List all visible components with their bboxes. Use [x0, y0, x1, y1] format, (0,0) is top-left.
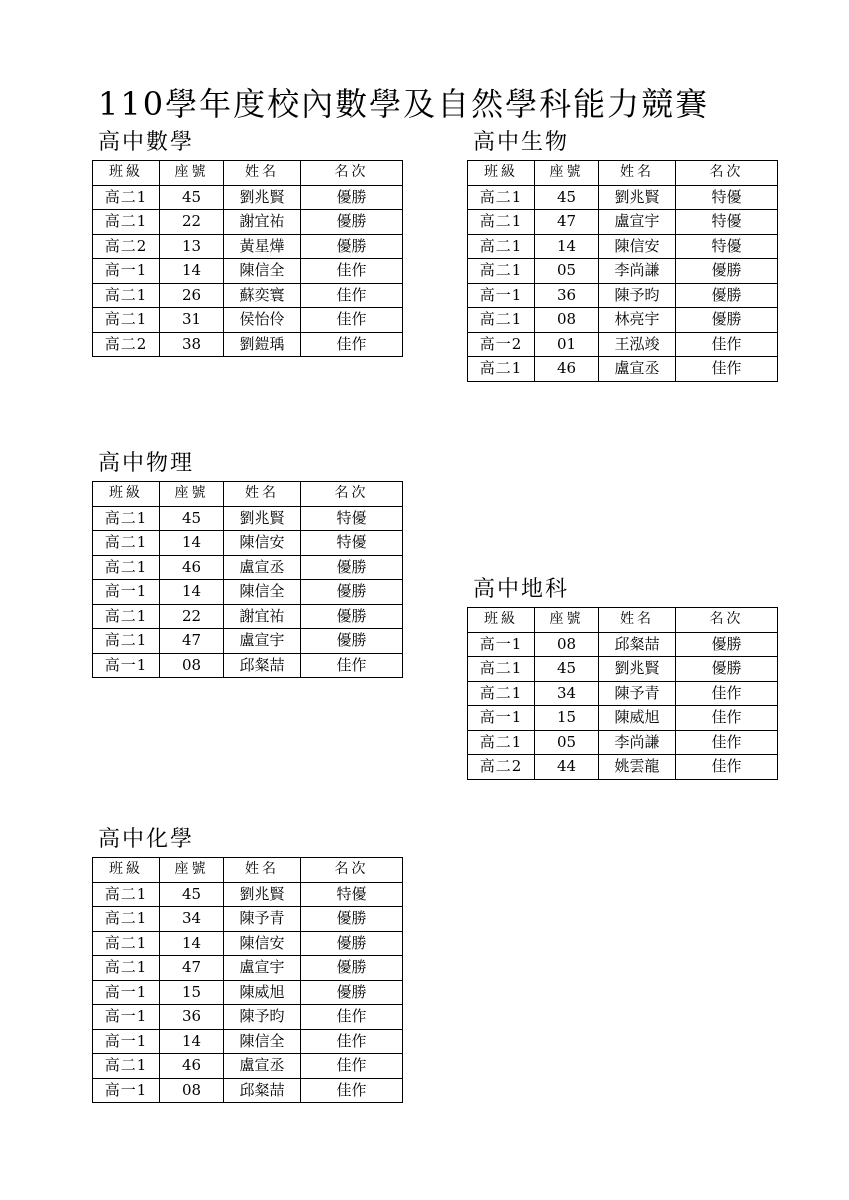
table-row	[93, 259, 403, 284]
cell-rank: 優勝	[301, 185, 403, 210]
cell-class: 高二1	[93, 956, 160, 981]
cell-class: 高二1	[93, 907, 160, 932]
cell-name: 陳予昀	[224, 1005, 301, 1030]
cell-seat: 14	[160, 259, 224, 284]
page-title: 110學年度校內數學及自然學科能力競賽	[98, 85, 710, 123]
cell-rank: 優勝	[301, 604, 403, 629]
table-row	[93, 185, 403, 210]
cell-name: 陳信安	[599, 234, 676, 259]
cell-seat: 44	[535, 755, 599, 780]
cell-rank: 佳作	[301, 653, 403, 678]
header-class: 班級	[93, 482, 160, 507]
table-row	[93, 1029, 403, 1054]
cell-rank: 佳作	[301, 308, 403, 333]
header-name: 姓名	[599, 608, 676, 633]
table-header-row	[93, 161, 403, 186]
cell-class: 高二1	[93, 308, 160, 333]
cell-class: 高二1	[93, 210, 160, 235]
cell-name: 劉兆賢	[224, 506, 301, 531]
cell-seat: 22	[160, 604, 224, 629]
cell-seat: 46	[160, 1054, 224, 1079]
table-header-row	[468, 608, 778, 633]
table-row	[93, 531, 403, 556]
cell-rank: 佳作	[676, 332, 778, 357]
cell-name: 王泓竣	[599, 332, 676, 357]
header-seat: 座號	[160, 482, 224, 507]
cell-class: 高二1	[93, 604, 160, 629]
cell-rank: 佳作	[676, 706, 778, 731]
cell-name: 邱粲喆	[224, 653, 301, 678]
cell-name: 謝宜祐	[224, 210, 301, 235]
section-title-math: 高中數學	[98, 130, 195, 155]
cell-class: 高二1	[468, 681, 535, 706]
cell-rank: 佳作	[676, 681, 778, 706]
table-row	[93, 931, 403, 956]
table-row	[93, 629, 403, 654]
cell-name: 蘇奕寰	[224, 283, 301, 308]
table-row	[93, 604, 403, 629]
cell-class: 高二2	[468, 755, 535, 780]
table-row	[93, 980, 403, 1005]
table-row	[468, 632, 778, 657]
cell-rank: 優勝	[676, 283, 778, 308]
cell-class: 高二1	[93, 931, 160, 956]
cell-seat: 14	[535, 234, 599, 259]
header-seat: 座號	[160, 161, 224, 186]
cell-name: 陳信全	[224, 580, 301, 605]
cell-name: 姚雲龍	[599, 755, 676, 780]
cell-class: 高二1	[93, 185, 160, 210]
cell-seat: 14	[160, 1029, 224, 1054]
table-header-row	[93, 482, 403, 507]
section-chemistry	[92, 827, 403, 1103]
cell-class: 高一1	[93, 259, 160, 284]
cell-name: 陳信全	[224, 259, 301, 284]
cell-name: 謝宜祐	[224, 604, 301, 629]
cell-class: 高二1	[468, 185, 535, 210]
cell-seat: 13	[160, 234, 224, 259]
cell-seat: 15	[535, 706, 599, 731]
cell-class: 高二1	[93, 506, 160, 531]
cell-name: 劉鎧瑀	[224, 332, 301, 357]
cell-rank: 優勝	[301, 931, 403, 956]
cell-class: 高一1	[93, 580, 160, 605]
cell-class: 高一1	[93, 653, 160, 678]
table-row	[468, 185, 778, 210]
cell-seat: 34	[160, 907, 224, 932]
cell-rank: 優勝	[301, 907, 403, 932]
cell-seat: 45	[160, 185, 224, 210]
cell-seat: 26	[160, 283, 224, 308]
results-table-biology	[467, 160, 778, 382]
cell-name: 盧宣宇	[599, 210, 676, 235]
section-earth-science	[467, 577, 778, 780]
table-row	[93, 210, 403, 235]
cell-seat: 14	[160, 931, 224, 956]
table-row	[93, 283, 403, 308]
table-row	[468, 308, 778, 333]
cell-name: 陳予青	[224, 907, 301, 932]
header-class: 班級	[468, 161, 535, 186]
cell-name: 陳威旭	[599, 706, 676, 731]
header-seat: 座號	[535, 608, 599, 633]
table-row	[93, 555, 403, 580]
section-title-physics: 高中物理	[98, 451, 195, 476]
cell-name: 盧宣丞	[224, 1054, 301, 1079]
cell-class: 高一1	[93, 980, 160, 1005]
cell-name: 陳信全	[224, 1029, 301, 1054]
cell-rank: 特優	[301, 531, 403, 556]
table-row	[93, 308, 403, 333]
cell-class: 高二1	[93, 555, 160, 580]
cell-rank: 優勝	[301, 956, 403, 981]
cell-name: 劉兆賢	[599, 657, 676, 682]
cell-rank: 佳作	[301, 332, 403, 357]
table-row	[93, 653, 403, 678]
cell-rank: 特優	[676, 185, 778, 210]
cell-class: 高一1	[93, 1029, 160, 1054]
section-biology	[467, 130, 778, 382]
cell-seat: 46	[535, 357, 599, 382]
cell-name: 劉兆賢	[599, 185, 676, 210]
cell-seat: 05	[535, 730, 599, 755]
cell-seat: 01	[535, 332, 599, 357]
cell-seat: 08	[160, 653, 224, 678]
cell-rank: 優勝	[301, 580, 403, 605]
table-row	[468, 730, 778, 755]
table-row	[468, 657, 778, 682]
cell-name: 盧宣丞	[224, 555, 301, 580]
table-row	[468, 259, 778, 284]
cell-rank: 佳作	[301, 283, 403, 308]
cell-rank: 佳作	[676, 357, 778, 382]
cell-class: 高一1	[468, 706, 535, 731]
cell-seat: 22	[160, 210, 224, 235]
cell-class: 高二1	[93, 531, 160, 556]
cell-class: 高二1	[468, 657, 535, 682]
cell-name: 盧宣宇	[224, 956, 301, 981]
cell-rank: 佳作	[301, 1029, 403, 1054]
section-title-earth-science: 高中地科	[473, 577, 570, 602]
cell-seat: 08	[160, 1078, 224, 1103]
cell-class: 高二1	[468, 730, 535, 755]
cell-seat: 46	[160, 555, 224, 580]
cell-seat: 36	[535, 283, 599, 308]
table-row	[93, 1078, 403, 1103]
cell-seat: 36	[160, 1005, 224, 1030]
cell-name: 李尚謙	[599, 259, 676, 284]
table-row	[93, 506, 403, 531]
cell-rank: 特優	[301, 506, 403, 531]
cell-rank: 優勝	[676, 657, 778, 682]
cell-rank: 優勝	[676, 308, 778, 333]
cell-name: 邱粲喆	[599, 632, 676, 657]
table-row	[468, 706, 778, 731]
table-row	[93, 332, 403, 357]
header-rank: 名次	[301, 161, 403, 186]
cell-name: 陳信安	[224, 931, 301, 956]
cell-seat: 14	[160, 580, 224, 605]
cell-name: 林亮宇	[599, 308, 676, 333]
table-row	[468, 357, 778, 382]
cell-seat: 14	[160, 531, 224, 556]
cell-name: 盧宣丞	[599, 357, 676, 382]
cell-class: 高二1	[93, 283, 160, 308]
cell-name: 劉兆賢	[224, 882, 301, 907]
table-row	[468, 681, 778, 706]
table-row	[93, 956, 403, 981]
section-math	[92, 130, 403, 357]
cell-seat: 31	[160, 308, 224, 333]
cell-seat: 38	[160, 332, 224, 357]
cell-rank: 佳作	[676, 755, 778, 780]
cell-name: 劉兆賢	[224, 185, 301, 210]
header-class: 班級	[93, 161, 160, 186]
cell-rank: 優勝	[301, 629, 403, 654]
header-name: 姓名	[224, 161, 301, 186]
cell-class: 高一1	[468, 632, 535, 657]
cell-seat: 08	[535, 308, 599, 333]
results-table-physics	[92, 481, 403, 678]
table-row	[468, 283, 778, 308]
cell-class: 高二1	[468, 234, 535, 259]
results-table-earth-science	[467, 607, 778, 780]
table-row	[93, 580, 403, 605]
header-rank: 名次	[301, 482, 403, 507]
cell-seat: 47	[160, 629, 224, 654]
cell-class: 高二2	[93, 234, 160, 259]
header-rank: 名次	[676, 608, 778, 633]
cell-class: 高二1	[93, 629, 160, 654]
table-row	[93, 882, 403, 907]
cell-rank: 優勝	[301, 210, 403, 235]
cell-rank: 佳作	[301, 1078, 403, 1103]
cell-seat: 47	[535, 210, 599, 235]
cell-rank: 佳作	[676, 730, 778, 755]
cell-seat: 05	[535, 259, 599, 284]
cell-name: 陳予青	[599, 681, 676, 706]
header-class: 班級	[93, 858, 160, 883]
cell-name: 侯怡伶	[224, 308, 301, 333]
cell-class: 高二1	[93, 1054, 160, 1079]
cell-name: 陳信安	[224, 531, 301, 556]
results-table-math	[92, 160, 403, 357]
cell-class: 高二1	[468, 357, 535, 382]
cell-rank: 佳作	[301, 1005, 403, 1030]
cell-class: 高二2	[93, 332, 160, 357]
cell-name: 陳威旭	[224, 980, 301, 1005]
cell-class: 高一2	[468, 332, 535, 357]
cell-class: 高二1	[468, 259, 535, 284]
cell-rank: 優勝	[301, 555, 403, 580]
cell-seat: 47	[160, 956, 224, 981]
table-header-row	[93, 858, 403, 883]
header-seat: 座號	[160, 858, 224, 883]
cell-rank: 優勝	[301, 980, 403, 1005]
cell-class: 高二1	[468, 308, 535, 333]
cell-seat: 08	[535, 632, 599, 657]
cell-class: 高一1	[468, 283, 535, 308]
table-row	[93, 1054, 403, 1079]
cell-rank: 特優	[676, 234, 778, 259]
cell-seat: 45	[535, 185, 599, 210]
table-header-row	[468, 161, 778, 186]
cell-rank: 優勝	[301, 234, 403, 259]
cell-seat: 45	[160, 506, 224, 531]
cell-class: 高二1	[93, 882, 160, 907]
cell-rank: 佳作	[301, 259, 403, 284]
cell-name: 陳予昀	[599, 283, 676, 308]
header-rank: 名次	[676, 161, 778, 186]
cell-name: 盧宣宇	[224, 629, 301, 654]
cell-class: 高一1	[93, 1078, 160, 1103]
cell-seat: 45	[160, 882, 224, 907]
cell-seat: 15	[160, 980, 224, 1005]
cell-name: 邱粲喆	[224, 1078, 301, 1103]
section-physics	[92, 451, 403, 678]
header-name: 姓名	[224, 858, 301, 883]
section-title-biology: 高中生物	[473, 130, 570, 155]
table-row	[93, 234, 403, 259]
header-name: 姓名	[599, 161, 676, 186]
table-row	[93, 907, 403, 932]
table-row	[468, 234, 778, 259]
header-name: 姓名	[224, 482, 301, 507]
table-row	[93, 1005, 403, 1030]
cell-class: 高一1	[93, 1005, 160, 1030]
cell-name: 黃星燁	[224, 234, 301, 259]
cell-seat: 45	[535, 657, 599, 682]
table-row	[468, 210, 778, 235]
cell-class: 高二1	[468, 210, 535, 235]
header-class: 班級	[468, 608, 535, 633]
cell-rank: 特優	[676, 210, 778, 235]
cell-name: 李尚謙	[599, 730, 676, 755]
header-rank: 名次	[301, 858, 403, 883]
table-row	[468, 755, 778, 780]
cell-rank: 特優	[301, 882, 403, 907]
cell-rank: 優勝	[676, 632, 778, 657]
cell-rank: 佳作	[301, 1054, 403, 1079]
results-table-chemistry	[92, 857, 403, 1103]
table-row	[468, 332, 778, 357]
section-title-chemistry: 高中化學	[98, 827, 195, 852]
header-seat: 座號	[535, 161, 599, 186]
cell-seat: 34	[535, 681, 599, 706]
cell-rank: 優勝	[676, 259, 778, 284]
